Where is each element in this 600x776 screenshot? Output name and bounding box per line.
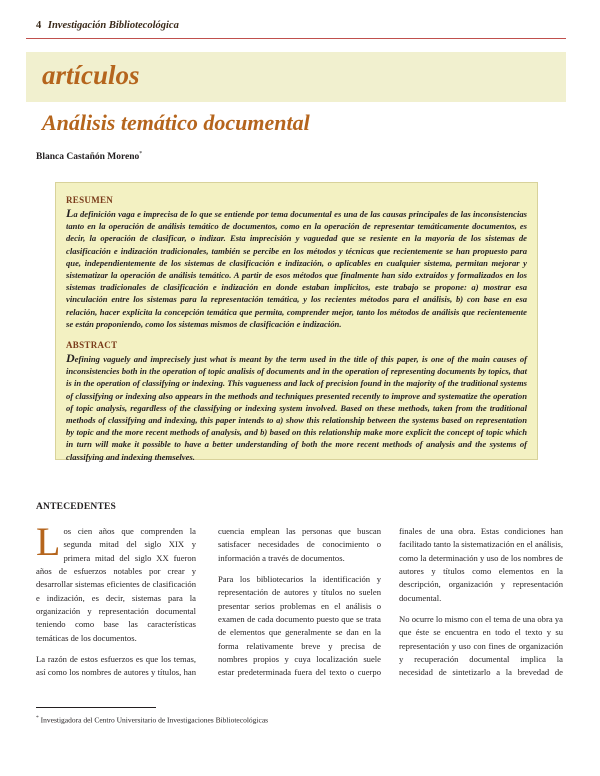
body-column-2 — [218, 525, 381, 681]
paragraph-text: os cien años que comprenden la segunda mitad del siglo XIX y primera mitad del siglo XX fueron años de esfuerzos notables por crear y desarrollar sistemas eficientes de clasificación e indización, es decir, sistemas para la organización y representación documental teniendo como base las características temáticas de los documentos. — [36, 526, 196, 643]
abstract-body: efining vaguely and imprecisely just what is meant by the term used in the title of this paper, is one of the main causes of inconsistencies both in the operation of topic analisis of documents and in the operation of representing documents by topics, that is in the operation of classifying or indexing. This vagueness and lack of precision found in the majority of the traditional systems of classifying or indexing also appears in the methods and techniques presented recently to improve and systematize the operation of topic analysis, regardless of the classifying or indexing system involved. Based on these methods, taken from the traditional methods of classifying and indexing, this paper intends to a) show this relationship between the systems based on representation by topic and the more recent methods of analysis, and b) based on this relationship make more explicit the concept of topic which in turn will make it possible to have a better understanding of both the more recent methods of analysis and the systems of classifying and indexing themselves. — [66, 354, 527, 462]
resumen-heading: RESUMEN — [66, 195, 114, 205]
abstract-box — [55, 182, 538, 460]
journal-name: Investigación Bibliotecológica — [47, 20, 179, 31]
footnote — [36, 715, 268, 725]
abstract-heading: ABSTRACT — [66, 340, 118, 351]
running-head — [36, 20, 179, 31]
header-rule — [26, 38, 566, 39]
paragraph: La razón de estos esfuerzos es que los temas, así como los nombres de autores y títulos, han — [36, 654, 196, 678]
section-heading-antecedentes: ANTECEDENTES — [36, 502, 117, 512]
paragraph: finales de una obra. Estas condiciones han facilitado tanto la sistematización en el análisis, como la determinación y uso de los nombres de autores y títulos como elementos en la descripción, organización y representación documental. — [399, 526, 563, 603]
footnote-mark: * — [36, 715, 39, 721]
body-column-1 — [36, 525, 196, 681]
resumen-body: a definición vaga e imprecisa de lo que se entiende por tema documental es una de las causas principales de las inconsistencias tanto en la operación de análisis temático de documentos, como en la operación de representar temáticamente documentos, es decir, la operación de clasificar, o indizar. Esta imprecisión y vaguedad que se resiente en la mayoría de los sistemas de clasificación e indización tradicionales, también se percibe en los métodos y técnicas que recientemente se han propuesto para que, independientemente de los sistemas de clasificación e indización, o aplicables en cualquier sistema, permitan mejorar y sistematizar la operación de análisis temático. A partir de esos métodos que finalmente han sido extraídos y formalizados en los sistemas tradicionales de clasificación e indización en donde estaban implícitos, este trabajo se propone: a) mostrar esa vinculación entre los sistemas para la representación temática, y los recientes métodos para el análisis, b) con base en esa relación, hacer explícita la concepción temática que permita, comprender mejor, tanto los métodos de análisis que recientemente se están proponiendo, como los sistemas mismos de clasificación e indización. — [66, 209, 527, 329]
paragraph: No ocurre lo mismo con el tema de una obra ya que éste se encuentra en todo el texto y su representación y uso con fines de organización y recuperación documental implica la necesidad de sintetizarlo a la brevedad de — [399, 614, 563, 678]
article-title: Análisis temático documental — [42, 110, 310, 135]
resumen-text — [66, 207, 527, 330]
paragraph — [36, 525, 196, 645]
abstract-lead-letter: D — [66, 351, 75, 366]
resumen-lead-letter: L — [66, 206, 74, 220]
author-name: Blanca Castañón Moreno — [36, 152, 140, 163]
page-number: 4 — [36, 20, 42, 31]
body-column-3 — [399, 525, 563, 681]
paragraph: cuencia emplean las personas que buscan satisfacer necesidades de conocimiento o información a través de documentos. — [218, 526, 381, 563]
section-label: artículos — [42, 60, 140, 90]
author-footnote-mark: * — [139, 151, 143, 157]
abstract-text — [66, 352, 527, 463]
drop-cap: L — [36, 525, 61, 564]
author-line — [36, 151, 142, 162]
footnote-text: Investigadora del Centro Universitario de Investigaciones Bibliotecológicas — [40, 715, 269, 725]
footnote-rule — [36, 707, 156, 708]
paragraph: Para los bibliotecarios la identificación y representación de autores y títulos no suelen presentar serios problemas en el análisis o examen de cada documento puesto que se trata de elementos que generalmente se dan en la forma relativamente breve y precisa de nombres propios y cuya localización suele estar predeterminada fuera del texto o cuerpo — [218, 574, 381, 678]
